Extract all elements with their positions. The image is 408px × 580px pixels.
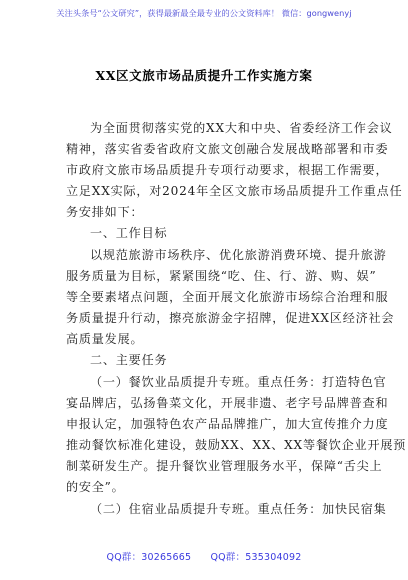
body-line: 高质量发展。 xyxy=(66,332,144,346)
footer-qq-groups xyxy=(0,549,408,563)
body-line: 精神，落实省委省政府文旅文创融合发展战略部署和市委 xyxy=(66,142,389,156)
qq-group-right: QQ群：535304092 xyxy=(210,552,302,563)
body-line: 申报认定，加强特色农产品品牌推广，加大宣传推介力度 xyxy=(66,417,389,431)
body-line: 等全要素堵点问题，全面开展文化旅游市场综合治理和服 xyxy=(66,290,389,304)
qq-group-left: QQ群：30265665 xyxy=(106,552,192,563)
body-line: （一）餐饮业品质提升专班。重点任务：打造特色官 xyxy=(90,375,387,389)
body-line: 制菜研发生产。提升餐饮业管理服务水平，保障“舌尖上 xyxy=(66,459,383,473)
body-line: 立足XX实际，对2024年全区文旅市场品质提升工作重点任 xyxy=(66,184,403,198)
body-line: 务质量提升行动，擦亮旅游金字招牌，促进XX区经济社会 xyxy=(66,311,395,325)
section-heading: 一、工作目标 xyxy=(90,226,168,240)
body-line: 为全面贯彻落实党的XX大和中央、省委经济工作会议 xyxy=(90,121,393,135)
body-line: 以规范旅游市场秩序、优化旅游消费环境、提升旅游 xyxy=(90,248,387,262)
document-title: XX区文旅市场品质提升工作实施方案 xyxy=(95,68,313,83)
body-line: 宴品牌店，弘扬鲁菜文化，开展非遗、老字号品牌普查和 xyxy=(66,396,389,410)
body-line: 推动餐饮标准化建设，鼓励XX、XX、XX等餐饮企业开展预 xyxy=(66,438,407,452)
body-line: 服务质量为目标，紧紧围绕“吃、住、行、游、购、娱” xyxy=(66,269,377,283)
body-line: （二）住宿业品质提升专班。重点任务：加快民宿集 xyxy=(90,502,387,516)
body-line: 的安全”。 xyxy=(66,480,125,494)
body-line: 务安排如下： xyxy=(66,205,144,219)
body-line: 市政府文旅市场品质提升专项行动要求，根据工作需要， xyxy=(66,163,389,177)
section-heading: 二、主要任务 xyxy=(90,353,168,367)
header-note: 关注头条号“公文研究”，获得最新最全最专业的公文资料库！ 微信：gongwenyj xyxy=(56,8,352,18)
